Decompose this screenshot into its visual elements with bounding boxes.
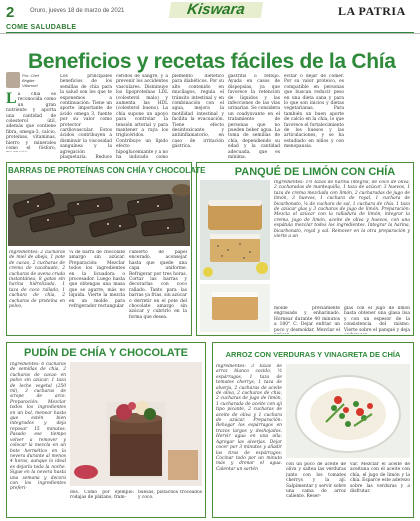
- chia-pudding-image: [70, 362, 202, 486]
- arroz-text-2: con un poco de aceite de oliva y saltea las verduras junto con los tomates cherrys y la ají. Salpimentar y servir sobre una cama de arroz caliente. Reser-: [286, 462, 346, 500]
- pudin-text-1: Ingredientes: 6 cucharas de semillas de chía, 2 cucharas de cacao en polvo sin azúcar, 1 taza de leche vegetal (250 ml), 3 cucharas de sirope de arce. Preparación: Mezclar todos los ingredientes en un bol, menear hasta que estén bien integrados y deja reposar 15 minutos. Pasado ese tiempo volver a remover y colocar la mezcla en un bote hermético en la nevera durante al menos 4 horas, aunque lo ideal es dejarla toda la noche. Sigue en la nevera hasta una semana y decora con los ingredientes preferi-: [10, 362, 66, 492]
- intro-text-1: a chía es reconocida como un gran nutriente y aporta una cantidad de colesterol útil, además que contiene fibra, omega-3, calcio, proteínas, vitaminas, hierro y minerales como el fósforo,: [6, 92, 56, 152]
- recipe-title-arroz: ARROZ CON VERDURAS Y VINAGRETA DE CHÍA: [225, 350, 401, 359]
- article-headline: Beneficios y recetas fáciles de la Chía: [28, 50, 396, 73]
- barras-text-3: cubierto de papel encerado, aconsejar hasta que quede una capa uniforme. Refrigerar por tres horas. Cortar las barras y decorarlas con coco rallado. Tanto para las barras ya frías, sin azúcar o derretir en el pote del chocolate amargo sin azúcar y cubrirlo en la forma que desea.: [129, 250, 187, 320]
- intro-column-6: evitar o dejar de comer. Por su valor proteico, es compatible en personas que buscan reducir peso en una dieta sana y para lo que son inicios y dietas vegetarianas. Para también un buen aporte de calcio en la chía, lo que favorece el fortalecimiento de los huesos y las articulaciones, y se ha estudiado en niños y con menopausia.: [284, 74, 344, 150]
- panque-text-1: Ingredientes: 1½ tazas de harina integral, de coco de oliva, 2 cucharadas de mantequilla, 1 taza de azúcar, 3 huevos, 1 taza de crema mezclada con limón, 2 cucharadas de jugo de limón, 3 huevos, 1 cuchara de royal, 1 cuchara de bicarbonato, ¼ de cuchara de sal, 1 cuchara de chía, 1 taza de azúcar glas y 3 cucharas de jugo de limón. Preparación: Mezcla el azúcar con la ralladura de limón, integrar la crema, jugo de limón, aceite de oliva y huevos, con una espátula mezclar todos los ingredientes. Integrar la harina, bicarbonato, royal y sal. Remover en la otra preparación y vierte a un: [274, 180, 410, 240]
- pudin-text-3: buesas, pistachos troceados y coco.: [138, 490, 202, 501]
- barras-text-2: ¼ de barra de chocolate amargo sin azúcar. Preparación: Mezclar todos los ingredientes en la licuadora o procesador. Luego hasta que obtengas una masa que se agarre, más no líquida. Vierte la mezcla en un molde para refrigerador rectangular: [69, 250, 125, 310]
- barras-photo: [8, 180, 190, 246]
- recipe-title-panque: PANQUÉ DE LIMÓN CON CHÍA: [234, 166, 396, 178]
- author-byline: Por: Chef Brigitte Villarroel: [22, 73, 39, 88]
- drop-cap: L: [6, 92, 17, 107]
- pudin-photo: [70, 362, 202, 486]
- arroz-text-3: var. Mezclar el aceite de aceituna con el aceite con chía, el jugo de limón y la chía. Esparce este aderezo sobre las verduras y a disfrutar.: [350, 462, 410, 495]
- panque-photo: [200, 180, 270, 280]
- section-label: COME SALUDABLE: [6, 24, 77, 31]
- pudin-text-2: dos. Como por ejemplo: rodajas de plátano, fram-: [70, 490, 134, 501]
- intro-column-4: plemento dietético para diabéticos. Por su alto contenido en mucílagos, regula el tránsito intestinal y en combinación con el agua, mejora la motilidad intestinal y facilita la evacuación. Tiene efecto desintoxicante y antiinflamatorio, en caso de irritación gástrica.: [172, 74, 224, 150]
- author-avatar: [6, 72, 20, 88]
- intro-column-2: Los principales beneficios de los semillas de chía para la salud son los que te exponemos a continuación: Tiene un aporte importante de ácido omega 3, fuente por su valor como protector cardiovascular. Estos ácidos contribuyen a disminuir la viscosidad sanguínea y la agregación plaquetaria. Reduce: [60, 74, 112, 160]
- rice-vegetables-image: [286, 364, 410, 458]
- page-number: 2: [6, 4, 15, 21]
- intro-column-1: [6, 92, 56, 152]
- lemon-slice-image: [200, 284, 270, 332]
- newspaper-name: LA PATRIA: [338, 4, 406, 18]
- panque-text-3: glas con el jugo de limón hasta obtener una glasa lisa y con un espesor de la consistencia del mismo. Vierte sobre el panqué y deja: [344, 306, 410, 333]
- panque-photo-2: [200, 284, 270, 332]
- intro-column-3: céridos de sangre, y a prevenir los accidentes vasculares. Disminuye los lipoproteínas LDL (colesterol malo) y aumenta las HDL (colesterol bueno). La chía supone un apoyo para controlar la tensión arterial y para mantener a raya los triglicéridos. Contribuye un lípido efecto hipoglucemiante y a no ha indicado como: [116, 74, 168, 160]
- section-rule: [6, 32, 414, 33]
- intro-column-5: gastritis o reflujo. Ayuda en casos de dispepsias, ya que favorece la retención de líquidos y las infecciones de las vías urinarias. Se considera un coadyuvante en el tratamiento de personas que no pueden beber agua. La toma de semillas de chía, dependiendo su edad y la cantidad adecuada, que es mínima.: [228, 74, 280, 160]
- supplement-logo: Kiswara: [169, 2, 263, 18]
- arroz-text-1: Ingredientes: 3 tazas de arroz blanco cocido, ½ espárragos, 1 taza de tomates cherrys, 1 taza de alverja, 2 cucharas de aceite de oliva, 2 cucharas de chía, 2 cucharas de jugo de limón, 1 cucharada de aceite con ají tipo picante, 2 cucharas de aceite de oliva y 1 cuchara de azúcar. Preparación: Rehogar los espárragos en trozos largos y deshojados. Hervir agua en una olla. Agregar las alverjas. Dejar cocer por 3 minutos y añadir las tiras de espárragos. Cocinar todo por un minuto más y drenar el agua. Calentar un sartén: [216, 364, 282, 472]
- lemon-cake-image: [200, 180, 270, 280]
- barras-text-1: Ingredientes: 2 cucharas de miel de abeja, 1 pote de cacao, 2 cucharas de crema de cacahuate, 2 cucharas de avena cruda instantánea, 8 gotas sin harina hidrolizada, 1 taza de coco rallado, 1 cuchara de chía, 2 cucharas de proteína en polvo,: [9, 250, 65, 310]
- arroz-photo: [286, 364, 410, 458]
- recipe-title-barras: BARRAS DE PROTEÍNAS CON CHÍA Y CHOCOLATE: [8, 166, 206, 175]
- panque-text-2: molde previamente engrasado y enharinado. Hornear durante 40 minutos a 180° C. Dejar enfriar un poco y desmoldar. Mezclar el: [274, 306, 340, 333]
- issue-date: Oruro, jueves 18 de marzo de 2021: [30, 8, 125, 14]
- recipe-title-pudin: PUDÍN DE CHÍA Y CHOCOLATE: [24, 347, 188, 359]
- chocolate-bars-image: [8, 180, 190, 246]
